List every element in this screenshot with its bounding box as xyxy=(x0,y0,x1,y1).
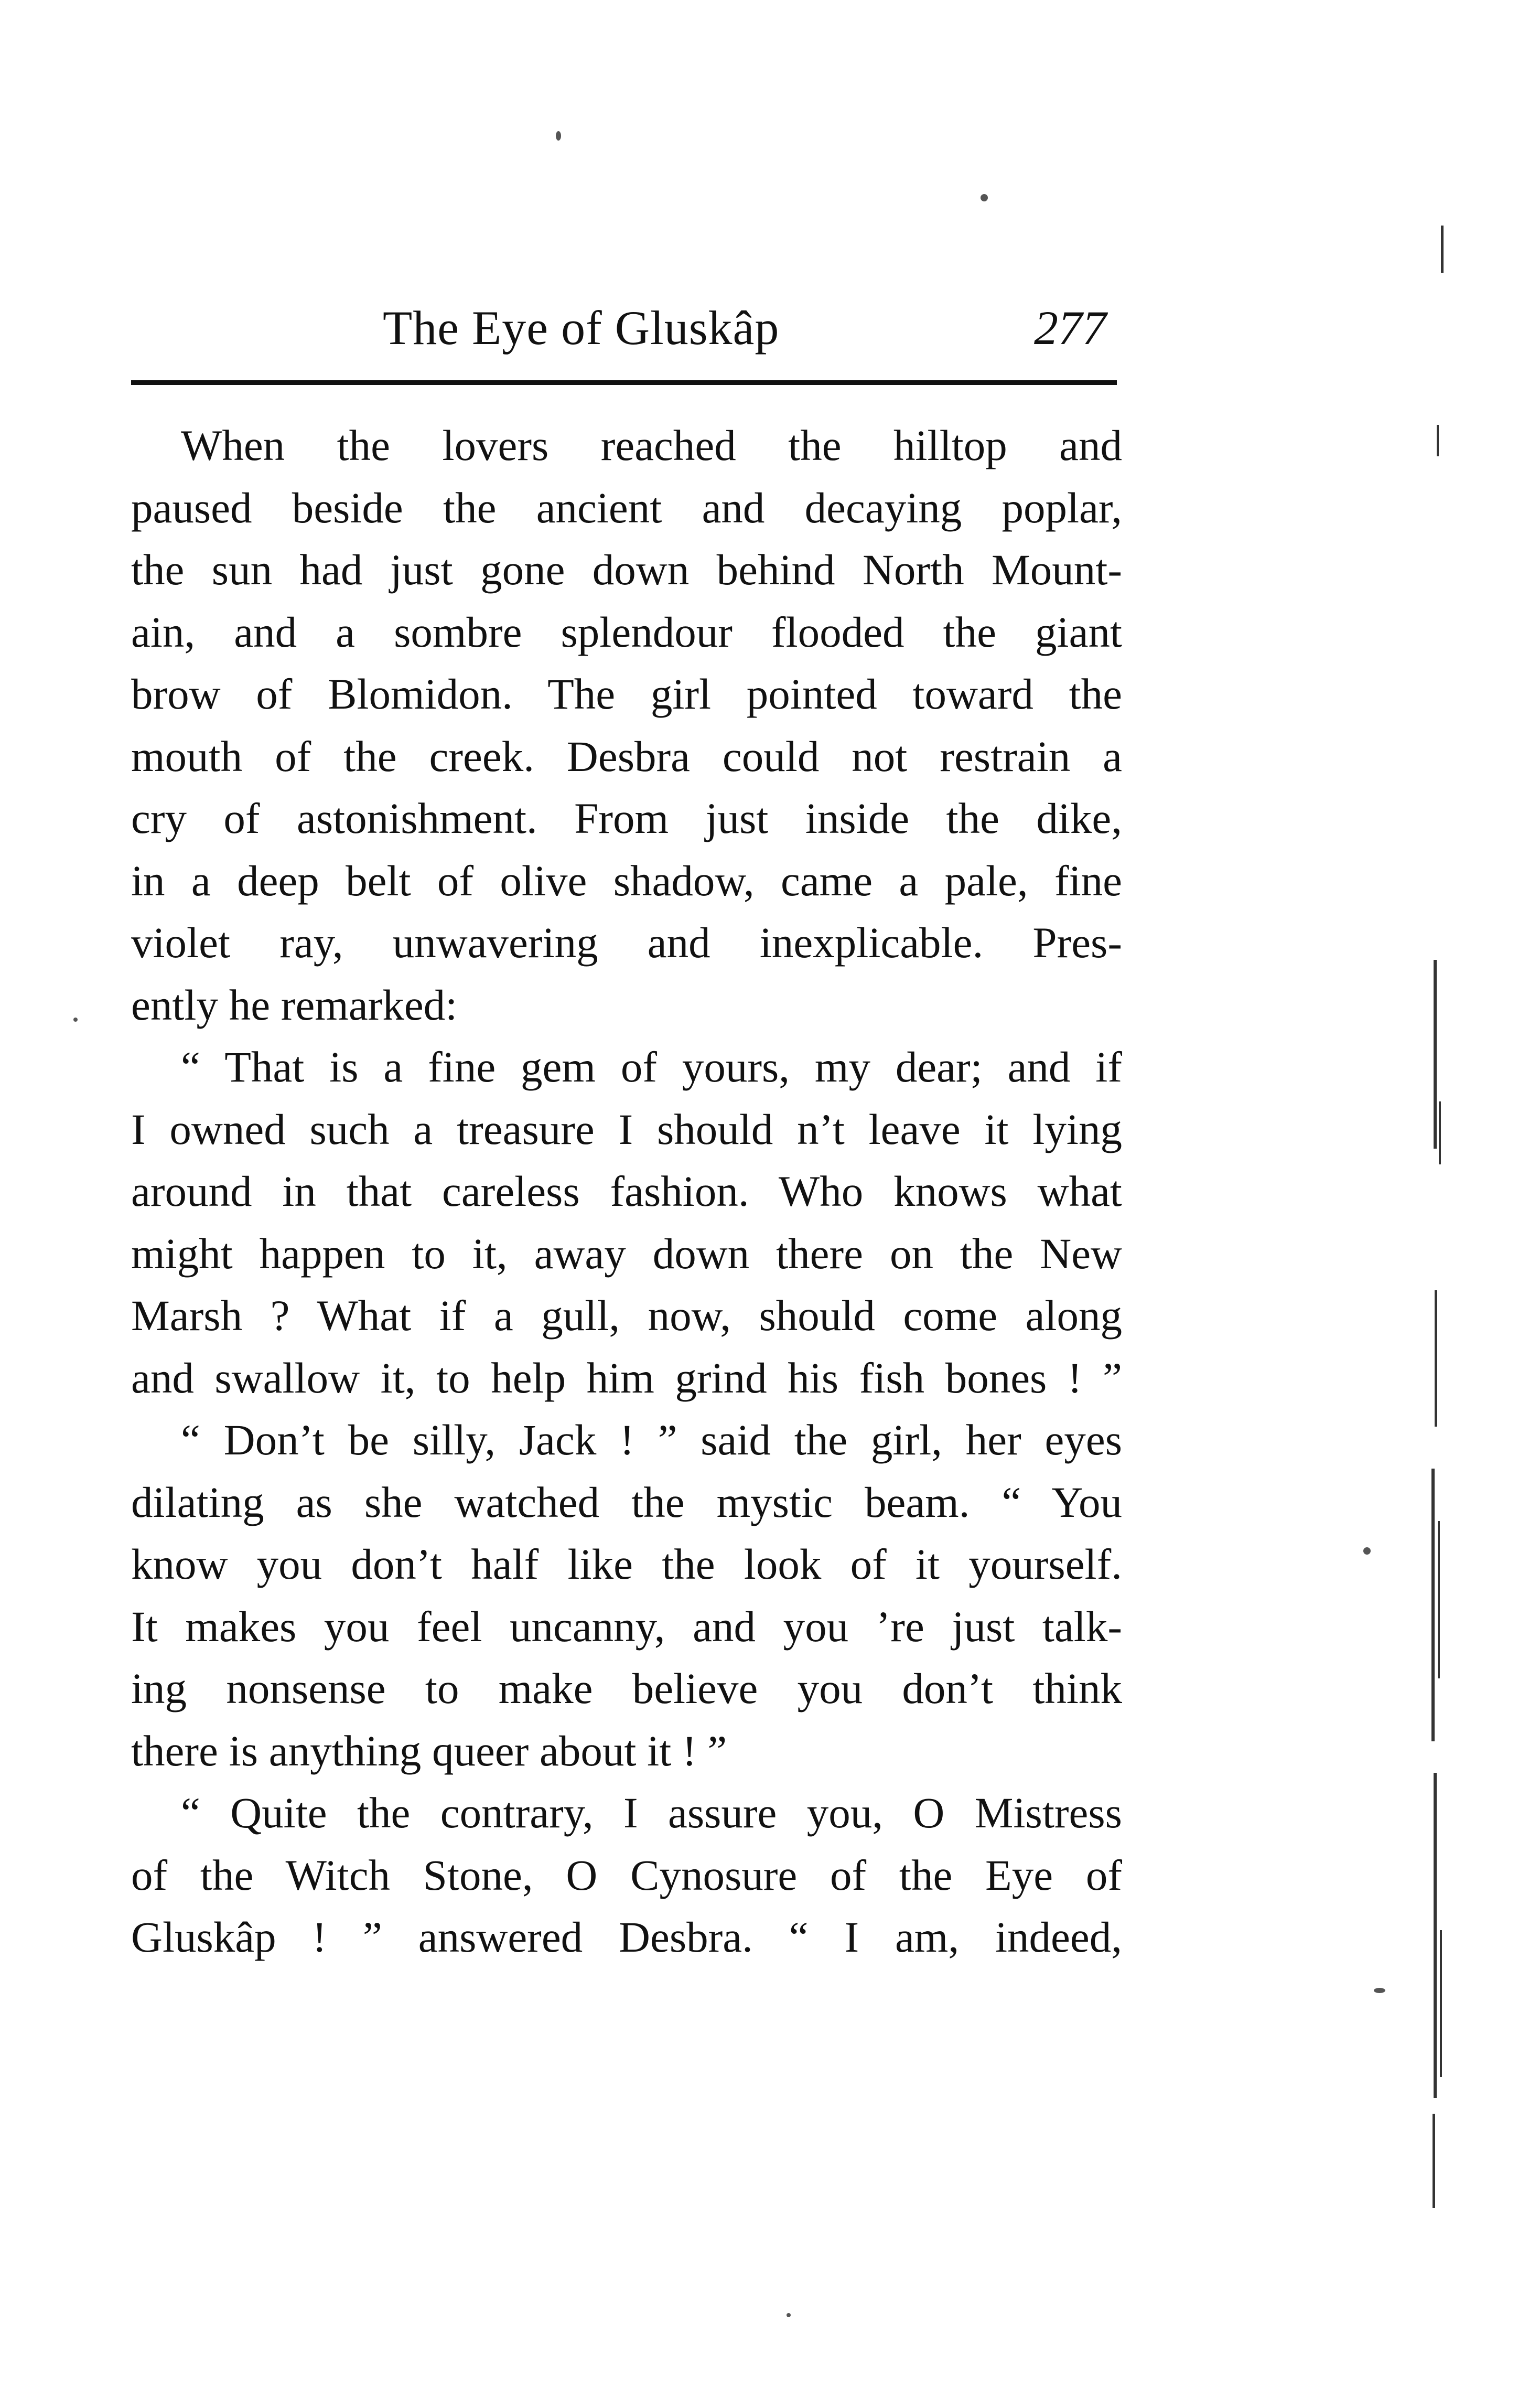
scan-mark xyxy=(1435,1290,1437,1427)
scan-speck xyxy=(1363,1547,1371,1555)
text-line: and swallow it, to help him grind his fish bones ! ” xyxy=(131,1353,1122,1402)
text-line: ing nonsense to make believe you don’t think xyxy=(131,1664,1122,1712)
scan-mark xyxy=(1439,1101,1441,1164)
scan-mark xyxy=(1440,1930,1442,2077)
text-line: It makes you feel uncanny, and you ’re just talk- xyxy=(131,1602,1122,1651)
text-line: dilating as she watched the mystic beam. “ You xyxy=(131,1478,1122,1526)
text-line: “ That is a fine gem of yours, my dear; and if xyxy=(181,1043,1122,1091)
text-line: “ Quite the contrary, I assure you, O Mistress xyxy=(181,1789,1122,1837)
text-line: Marsh ? What if a gull, now, should come along xyxy=(131,1291,1122,1340)
text-line: might happen to it, away down there on the New xyxy=(131,1229,1122,1278)
scan-mark xyxy=(1433,2114,1435,2208)
scan-mark xyxy=(1434,1773,1437,2098)
text-line: violet ray, unwavering and inexplicable. Pres- xyxy=(131,918,1122,967)
text-line: brow of Blomidon. The girl pointed toward the xyxy=(131,670,1122,718)
running-head xyxy=(131,294,1117,362)
text-line: ain, and a sombre splendour flooded the giant xyxy=(131,607,1122,656)
scan-mark xyxy=(1438,1521,1440,1678)
text-line: When the lovers reached the hilltop and xyxy=(181,421,1122,469)
text-line: of the Witch Stone, O Cynosure of the Eye of xyxy=(131,1850,1122,1899)
text-line: I owned such a treasure I should n’t leave it lying xyxy=(131,1105,1122,1153)
text-line: Gluskâp ! ” answered Desbra. “ I am, indeed, xyxy=(131,1913,1122,1961)
text-line: cry of astonishment. From just inside the dike, xyxy=(131,794,1122,842)
text-line: ently he remarked: xyxy=(131,980,458,1029)
header-rule xyxy=(131,380,1117,385)
scan-speck xyxy=(787,2313,791,2317)
text-line: know you don’t half like the look of it yourself. xyxy=(131,1540,1122,1588)
scan-mark xyxy=(1431,1469,1435,1741)
text-line: paused beside the ancient and decaying poplar, xyxy=(131,483,1122,532)
text-line: there is anything queer about it ! ” xyxy=(131,1726,727,1775)
scan-mark xyxy=(1437,425,1439,456)
scan-speck xyxy=(556,131,561,141)
text-line: around in that careless fashion. Who knows what xyxy=(131,1167,1122,1215)
scan-mark xyxy=(1434,960,1437,1149)
scan-mark xyxy=(1441,226,1444,273)
text-line: the sun had just gone down behind North Mount- xyxy=(131,545,1122,594)
scan-speck xyxy=(981,194,988,201)
page-number: 277 xyxy=(1034,301,1106,355)
text-line: mouth of the creek. Desbra could not restrain a xyxy=(131,732,1122,780)
scan-edge-marks xyxy=(1416,199,1452,2245)
scan-speck xyxy=(73,1018,78,1022)
body-text xyxy=(131,414,1122,1968)
text-line: “ Don’t be silly, Jack ! ” said the girl, her eyes xyxy=(181,1416,1122,1464)
scan-speck xyxy=(1374,1988,1385,1993)
running-title: The Eye of Gluskâp xyxy=(383,301,780,355)
text-line: in a deep belt of olive shadow, came a pale, fine xyxy=(131,856,1122,905)
